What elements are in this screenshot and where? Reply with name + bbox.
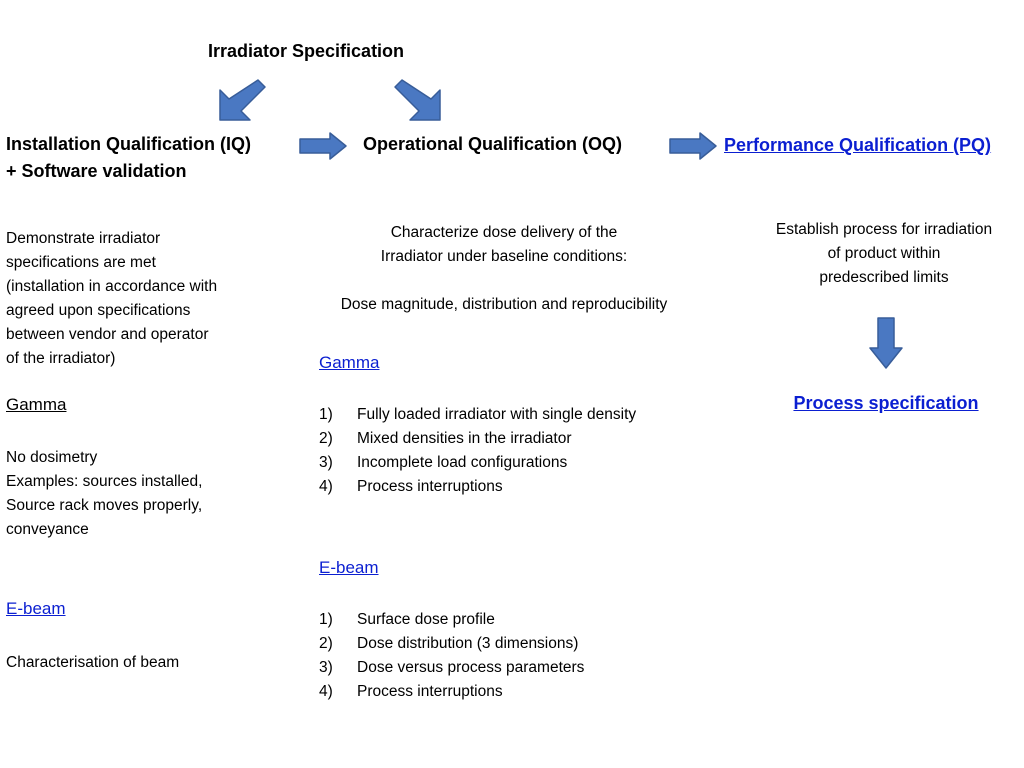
pq-description: Establish process for irradiation of product within predescribed limits (775, 221, 993, 286)
list-item: 1) Fully loaded irradiator with single density (319, 406, 637, 423)
diagram-title: Irradiator Specification (208, 41, 405, 61)
process-specification-link[interactable]: Process specification (793, 393, 979, 413)
oq-gamma-link[interactable]: Gamma (319, 353, 380, 372)
oq-ebeam-link[interactable]: E-beam (319, 558, 379, 577)
arrow-oq-to-pq (668, 132, 718, 160)
iq-gamma-text: No dosimetry Examples: sources installed, Source rack moves properly, conveyance (6, 449, 203, 538)
list-item: 3) Incomplete load configurations (319, 454, 568, 471)
arrow-title-to-oq (390, 76, 450, 126)
iq-description: Demonstrate irradiator specifications are met (installation in accordance with agreed upon specifications between vendor and operator of the irradiator) (6, 230, 218, 367)
oq-description: Characterize dose delivery of the Irradiator under baseline conditions: Dose magnitude, distribution and reproducibility (340, 224, 668, 313)
oq-ebeam-list (319, 608, 584, 704)
iq-gamma-label: Gamma (6, 395, 67, 414)
iq-ebeam-text: Characterisation of beam (6, 654, 180, 671)
oq-gamma-list (319, 403, 636, 499)
list-item: 3) Dose versus process parameters (319, 659, 585, 676)
list-item: 2) Dose distribution (3 dimensions) (319, 635, 579, 652)
iq-heading: Installation Qualification (IQ) + Software validation (6, 134, 252, 181)
arrow-iq-to-oq (298, 132, 348, 160)
list-item: 1) Surface dose profile (319, 611, 495, 628)
list-item: 2) Mixed densities in the irradiator (319, 430, 572, 447)
pq-heading-link[interactable]: Performance Qualification (PQ) (724, 135, 992, 155)
iq-ebeam-link[interactable]: E-beam (6, 599, 66, 618)
list-item: 4) Process interruptions (319, 478, 503, 495)
oq-heading: Operational Qualification (OQ) (363, 134, 623, 154)
arrow-title-to-iq (214, 76, 274, 126)
list-item: 4) Process interruptions (319, 683, 503, 700)
arrow-pq-to-process-spec (868, 316, 904, 370)
